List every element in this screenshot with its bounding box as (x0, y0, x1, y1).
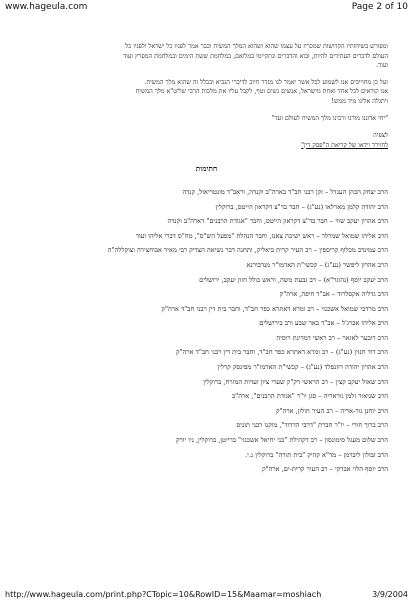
video-link-label: לצפיה (373, 132, 388, 140)
video-link[interactable]: לחוירד וידאו של קריאת ה"פסק דין" (301, 141, 388, 149)
paragraph-intro (25, 42, 388, 71)
signature-item: הרב דוד חנזין (נע"ג) – רב ומרא דאתרא כפר חב"ד, וחבר בית דין רבני חב"ד ארה"ק (176, 348, 388, 357)
page-number: Page 2 of 10 (351, 2, 408, 12)
signatures-title: חתימות (195, 164, 218, 174)
video-link-block (25, 131, 388, 150)
signature-item: הרב יוסף הלוי אברקי – רב העיר קרית-ים, ארה"ק (262, 465, 388, 474)
signature-item: הרב שניאור זלמן גוראריה – סגן יו"ר "אגודת הרבנים", ארה"ב (232, 392, 388, 401)
signature-item: הרב אליהו אברג'ל – אב"ד באר שבע ורב בירושלים (259, 319, 388, 328)
signature-item: הרב עמינדב מכלוף קריספין – רב העיר קרית ביאליק, ותחנה דבר נשיאה הצדיק רבי מאיר אבוחצירה וצוקללה"ה (107, 246, 388, 255)
signature-item: הרב אהרון יעקב שווי – חבר בד"צ דקראון הייטס, וחבר "אגודת הרבנים" דארה"ב וקנדה (167, 217, 388, 226)
signature-item: הרב יהודה קלמן מארלאו (נע"ג) – חבר בד"צ דקראון הייטס, ברוקלין (215, 202, 388, 211)
text-line: ויתגלה אלינו מיד ממש! (331, 97, 388, 105)
signature-item: הרב יצחק הכהן העגדל – זקן רבני חב"ד בארה"ב וקנדה, וראב"ד מונטריאול, קנדה (182, 187, 388, 196)
signature-item: הרב יוחנן גור-אריה – רב העיר חולון, ארה"ק (276, 406, 388, 415)
signature-item: הרב אליהו שמואל שמרלר – ראש ישיבת צאנז, וחבר הנהלת "מפעל הש"ס", מח"ס דברי אליהו ועוד (135, 231, 388, 240)
signature-item: הרב אהרון ליפשר (נע"ג) – קכשי"ת האדמו"ר מנדבורנא (246, 260, 388, 269)
signatures-list (25, 185, 388, 477)
signature-item: הרב שלום מעגל סימונסון – רב דקהילת "בני יחיאל אשכנזי" ברייטן, ברוקלין, ניו יורק (176, 436, 388, 445)
text-line: העולם לדברים העתידים להיות, ובוא והדברים ונתקיימו במלואם, במלחמת ששת הימים ובמלחמת המפרץ ועוד (123, 52, 388, 60)
print-url: http://www.hageula.com/print.php?CTopic=10&RowID=15&Maamar=moshiach (5, 590, 322, 599)
text-line: ועוד. (376, 62, 388, 70)
signature-item: הרב יעקב יוסף (נהוגר"א) – רב גבעת משה, וראש כולל חזון יעקב, ירושלים (199, 275, 388, 284)
signature-item: הרב זבולון ליברמן – מד"א קהיק "בית תורה" ברוקלין נ.י. (245, 450, 388, 459)
signature-item: הרב דובער לאזאר – רב ראשי דמדינת רוסיה (276, 333, 388, 342)
signature-item: הרב ברוך חורי – יו"ר חברת "דרבי הדדוד", מוקנו רבני תוניס (236, 421, 388, 430)
signature-item: הרב גדליה אקסלרוד – אב"ד חיפה, ארה"ק (279, 290, 388, 299)
signature-item: הרב שאול יעקב קצין – רב הראשי דק"ק שערי ציון ועדות המזרח, ברוקלין (203, 377, 388, 386)
document-body (25, 42, 388, 477)
signature-item: הרב מרדכי שמואל אשכנזי – רב ומרא דאתרא כפר חב"ד, וחבר בית דין רבני חב"ד ארה"ק (161, 304, 388, 313)
paragraph-call (25, 78, 388, 107)
text-line: ועל כן מחוייבים אנו לשמוע לכל אשר יאמר לנו מגדר חיוב לדיברי הנביא ובכלל זה שהוא מלך המשיח. (144, 78, 388, 86)
text-line: אנו קוראים לכל אחד ואחת מישראל, אנשים נשים וטף, לקבל עליו את מלכות הרבי שליט"א מלך המשיח (135, 88, 388, 96)
slogan-text: "יחי אדוננו מורנו ורבינו מלך המשיח לעולם ועד" (271, 114, 388, 122)
print-date: 3/9/2004 (372, 590, 408, 599)
slogan (25, 114, 388, 124)
signature-item: הרב אהרון יהודה רוזנפלד (נע"ג) – קכשי"ת האדמו"ר מפינסק קרלין (217, 363, 388, 372)
text-line: ומפורש בשיחותיו הקדושות שמכריז על עצמו שהוא ושהוא המלך המשיח וכבר אמר לפניו כל ישראל ולפניו כל (125, 43, 388, 50)
site-url: www.hageula.com (5, 2, 88, 12)
